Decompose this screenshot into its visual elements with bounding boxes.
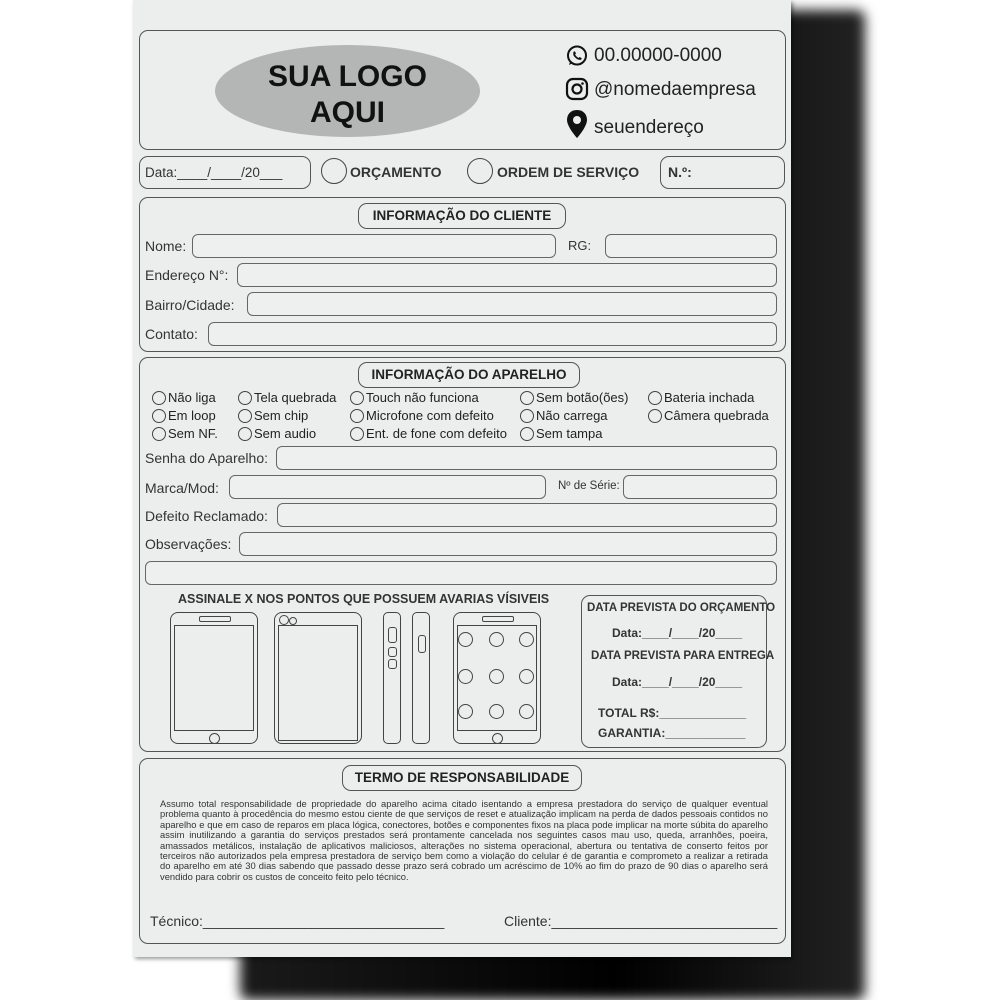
phone-number: 00.00000-0000 bbox=[594, 45, 722, 66]
address-label: Endereço N°: bbox=[145, 267, 229, 283]
date-field[interactable]: Data:____/____/20___ bbox=[145, 165, 283, 180]
address-input[interactable] bbox=[237, 263, 777, 287]
option-touch[interactable]: Touch não funciona bbox=[350, 390, 479, 405]
terms-text: Assumo total responsabilidade de propriedade do aparelho acima citado isentando a empresa prestadora do serviço de qualquer eventual problema quanto à procedência do mesmo estou ciente de que serviços de reset e atualização implicam na perda de dados pessoais contidos no aparelho e que em caso de reparos em placa lógica, conectores, botões e componentes fixos na placa pode implicar na morte súbita do aparelho assim inutilizando a garantia do serviços prestados será prontamente cancelada nos seguintes casos mau uso, queda, arranhões, poeira, amassados metálicos, instalação de aplicativos maliciosos, alterações no sistema operacional, abertura ou tentativa de conserto feitos por terceiros não autorizados pela empresa prestadora de serviço bem como a violação do celular é de garantia e comprometo a realizar a retirada do aparelho em até 30 dias sabendo que passado desse prazo será cobrado um acréscimo de 10% ao fim do prazo de 90 dias o aparelho será vendido para cobrir os custos de conceito feito pelo técnico. bbox=[160, 798, 768, 882]
option-sem-chip[interactable]: Sem chip bbox=[238, 408, 308, 423]
damage-point-3[interactable] bbox=[519, 632, 534, 647]
option-nao-liga[interactable]: Não liga bbox=[152, 390, 216, 405]
brand-label: Marca/Mod: bbox=[145, 480, 219, 496]
company-address: seuendereço bbox=[594, 117, 704, 138]
notes-extra-input[interactable] bbox=[145, 561, 777, 585]
damage-point-4[interactable] bbox=[458, 669, 473, 684]
service-order-radio[interactable] bbox=[467, 158, 493, 184]
option-sem-tampa[interactable]: Sem tampa bbox=[520, 426, 602, 441]
warranty-field[interactable]: GARANTIA:____________ bbox=[598, 726, 746, 740]
password-label: Senha do Aparelho: bbox=[145, 450, 268, 466]
logo-text-line2: AQUI bbox=[310, 96, 385, 129]
option-tela-quebrada[interactable]: Tela quebrada bbox=[238, 390, 336, 405]
notes-label: Observações: bbox=[145, 536, 232, 552]
damage-point-1[interactable] bbox=[458, 632, 473, 647]
terms-title: TERMO DE RESPONSABILIDADE bbox=[342, 765, 582, 791]
contact-label: Contato: bbox=[145, 326, 198, 342]
district-label: Bairro/Cidade: bbox=[145, 297, 235, 313]
district-input[interactable] bbox=[247, 292, 777, 316]
option-em-loop[interactable]: Em loop bbox=[152, 408, 216, 423]
order-number-label: N.º: bbox=[668, 164, 692, 180]
password-input[interactable] bbox=[276, 446, 777, 470]
phone-left-side-diagram[interactable] bbox=[383, 612, 401, 744]
client-signature[interactable]: Cliente:_____________________________ bbox=[504, 913, 778, 929]
damage-point-7[interactable] bbox=[458, 704, 473, 719]
defect-label: Defeito Reclamado: bbox=[145, 508, 268, 524]
location-pin-icon bbox=[565, 109, 589, 139]
budget-date-field[interactable]: Data:____/____/20____ bbox=[612, 626, 743, 640]
budget-date-title: DATA PREVISTA DO ORÇAMENTO bbox=[587, 602, 776, 614]
option-sem-audio[interactable]: Sem audio bbox=[238, 426, 316, 441]
option-ent-fone[interactable]: Ent. de fone com defeito bbox=[350, 426, 507, 441]
delivery-date-field[interactable]: Data:____/____/20____ bbox=[612, 675, 743, 689]
name-input[interactable] bbox=[192, 234, 556, 258]
damage-point-9[interactable] bbox=[519, 704, 534, 719]
option-sem-botao[interactable]: Sem botão(ões) bbox=[520, 390, 629, 405]
phone-right-side-diagram[interactable] bbox=[412, 612, 430, 744]
option-sem-nf[interactable]: Sem NF. bbox=[152, 426, 218, 441]
phone-front-diagram[interactable] bbox=[170, 612, 258, 744]
device-section-title: INFORMAÇÃO DO APARELHO bbox=[358, 362, 580, 388]
delivery-date-title: DATA PREVISTA PARA ENTREGA bbox=[591, 650, 775, 662]
option-nao-carrega[interactable]: Não carrega bbox=[520, 408, 608, 423]
brand-input[interactable] bbox=[229, 475, 546, 499]
notes-input[interactable] bbox=[239, 532, 777, 556]
option-bateria[interactable]: Bateria inchada bbox=[648, 390, 754, 405]
option-camera[interactable]: Câmera quebrada bbox=[648, 408, 769, 423]
phone-back-diagram[interactable] bbox=[274, 612, 362, 744]
whatsapp-icon bbox=[565, 44, 589, 68]
name-label: Nome: bbox=[145, 238, 187, 254]
budget-label: ORÇAMENTO bbox=[350, 164, 442, 180]
logo-text-line1: SUA LOGO bbox=[268, 60, 427, 93]
damage-title: ASSINALE X NOS PONTOS QUE POSSUEM AVARIAS VÍSIVEIS bbox=[178, 592, 550, 606]
damage-point-2[interactable] bbox=[489, 632, 504, 647]
technician-signature[interactable]: Técnico:_______________________________ bbox=[150, 913, 445, 929]
rg-label: RG: bbox=[568, 238, 592, 253]
client-section-title: INFORMAÇÃO DO CLIENTE bbox=[358, 203, 566, 229]
instagram-icon bbox=[565, 77, 589, 101]
defect-input[interactable] bbox=[277, 503, 777, 527]
service-order-label: ORDEM DE SERVIÇO bbox=[497, 164, 640, 180]
serial-label: Nº de Série: bbox=[558, 480, 620, 492]
damage-point-8[interactable] bbox=[489, 704, 504, 719]
rg-input[interactable] bbox=[605, 234, 777, 258]
damage-point-5[interactable] bbox=[489, 669, 504, 684]
total-field[interactable]: TOTAL R$:_____________ bbox=[598, 706, 747, 720]
budget-radio[interactable] bbox=[321, 158, 347, 184]
damage-point-6[interactable] bbox=[519, 669, 534, 684]
contact-input[interactable] bbox=[208, 322, 777, 346]
serial-input[interactable] bbox=[623, 475, 777, 499]
option-microfone[interactable]: Microfone com defeito bbox=[350, 408, 494, 423]
instagram-handle: @nomedaempresa bbox=[594, 79, 756, 100]
